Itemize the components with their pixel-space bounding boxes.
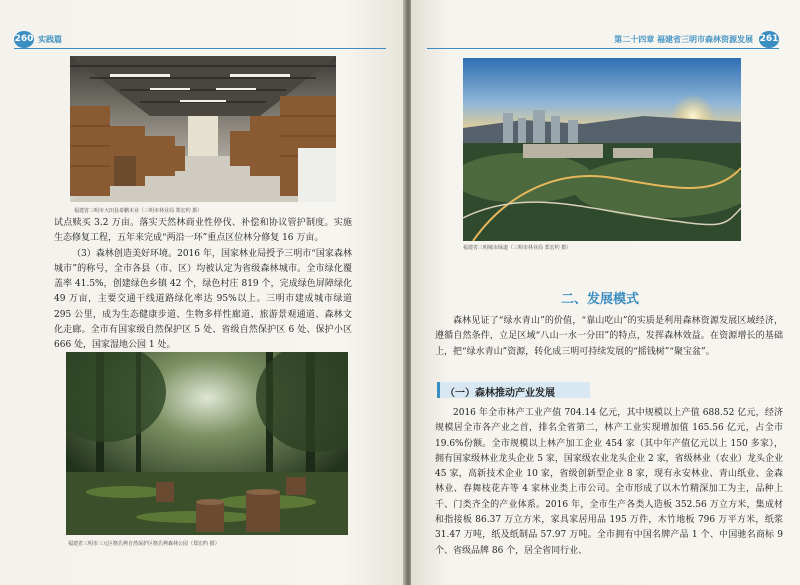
section-heading: 二、发展模式 xyxy=(561,292,640,307)
paragraph: 森林见证了“绿水青山”的价值，“靠山吃山”的实质是利用森林资源发展区域经济，遵循自然条件，立足区域“八山一水一分田”的特点，发挥森林效益。在资源增长的基础上，把“绿水青山”资源，转化成三明可持续发展的“摇钱树”“聚宝盆”。 xyxy=(435,316,783,357)
forest-photo xyxy=(66,352,348,535)
warehouse-photo xyxy=(70,56,336,202)
paragraph: 2016 年全市林产工业产值 704.14 亿元，其中规模以上产值 688.52 亿元，经济规模居全市各产业之首，排名全省第二，林产工业实现增加值 165.56 亿元，占全市 19.6%份额。全市规模以上林产加工企业 454 家（其中年产值亿元以上 150 多家），拥有国家级林业龙头企业 5 家，国家级农业龙头企业 2 家，省级林业（农业）龙头企业 45 家，高新技术企业 10 家，省级创新型企业 8 家，现有永安林业、青山纸业、金森林业、春舞枝花卉等 4 家林业类上市公司。全市形成了以木竹精深加工为主，品种上千、门类齐全的产业体系。2016 年，全市生产各类人造板 352.56 万立方米，集成材和指接板 86.37 万立方米，家具家居用品 195 万件，木竹地板 796 万平方米，纸浆 31.47 万吨，纸及纸制品 57.97 万吨。全市拥有中国名牌产品 1 个、中国驰名商标 9 个、省级品牌 86 个，居全省同行业、 xyxy=(435,408,783,556)
city-greenway-photo xyxy=(463,58,741,241)
intro-paragraph xyxy=(435,314,783,360)
subsection-heading: （一）森林推动产业发展 xyxy=(445,388,555,399)
section-title: 实践篇 xyxy=(38,35,62,44)
paragraph: （3）森林创造美好环境。2016 年，国家林业局授予三明市“国家森林城市”的称号，全市各县（市、区）均被认定为省级森林城市。全市绿化覆盖率 41.5%，创建绿色乡镇 42 个，绿色村庄 819 个，完成绿色屏障绿化 49 万亩，主要交通干线道路绿化率达 95%以上。三明市建成城市绿道 295 公里，成为生态健康步道、生物多样性廊道、旅游景观通道、森林文化走廊。全市有国家级自然保护区 5 处、省级自然保护区 6 处、保护小区 666 处，国家湿地公园 1 处。 xyxy=(54,248,352,351)
photo-caption: 福建省三明市大田县泰鹏木业（三明市林业局 郑宏约 摄） xyxy=(74,208,203,214)
chapter-title: 第二十四章 福建省三明市森林资源发展 xyxy=(614,35,753,44)
body-text xyxy=(54,216,352,354)
body-text xyxy=(435,406,783,559)
page-number: 261 xyxy=(759,31,779,48)
photo-caption: 福建省三明市三元区格氏栲自然保护区格氏栲森林公园（郑宏约 摄） xyxy=(68,541,220,547)
right-page-header xyxy=(427,30,779,49)
paragraph: 试点赎买 3.2 万亩。落实天然林商业性停伐、补偿和协议管护制度。实施生态修复工程，五年来完成“两沿一环”重点区位林分修复 16 万亩。 xyxy=(54,218,352,244)
left-page-header xyxy=(14,30,386,49)
page-number: 260 xyxy=(14,31,34,48)
photo-caption: 福建省三明城市绿道（三明市林业局 郑宏约 摄） xyxy=(463,245,572,251)
right-page xyxy=(411,0,800,585)
